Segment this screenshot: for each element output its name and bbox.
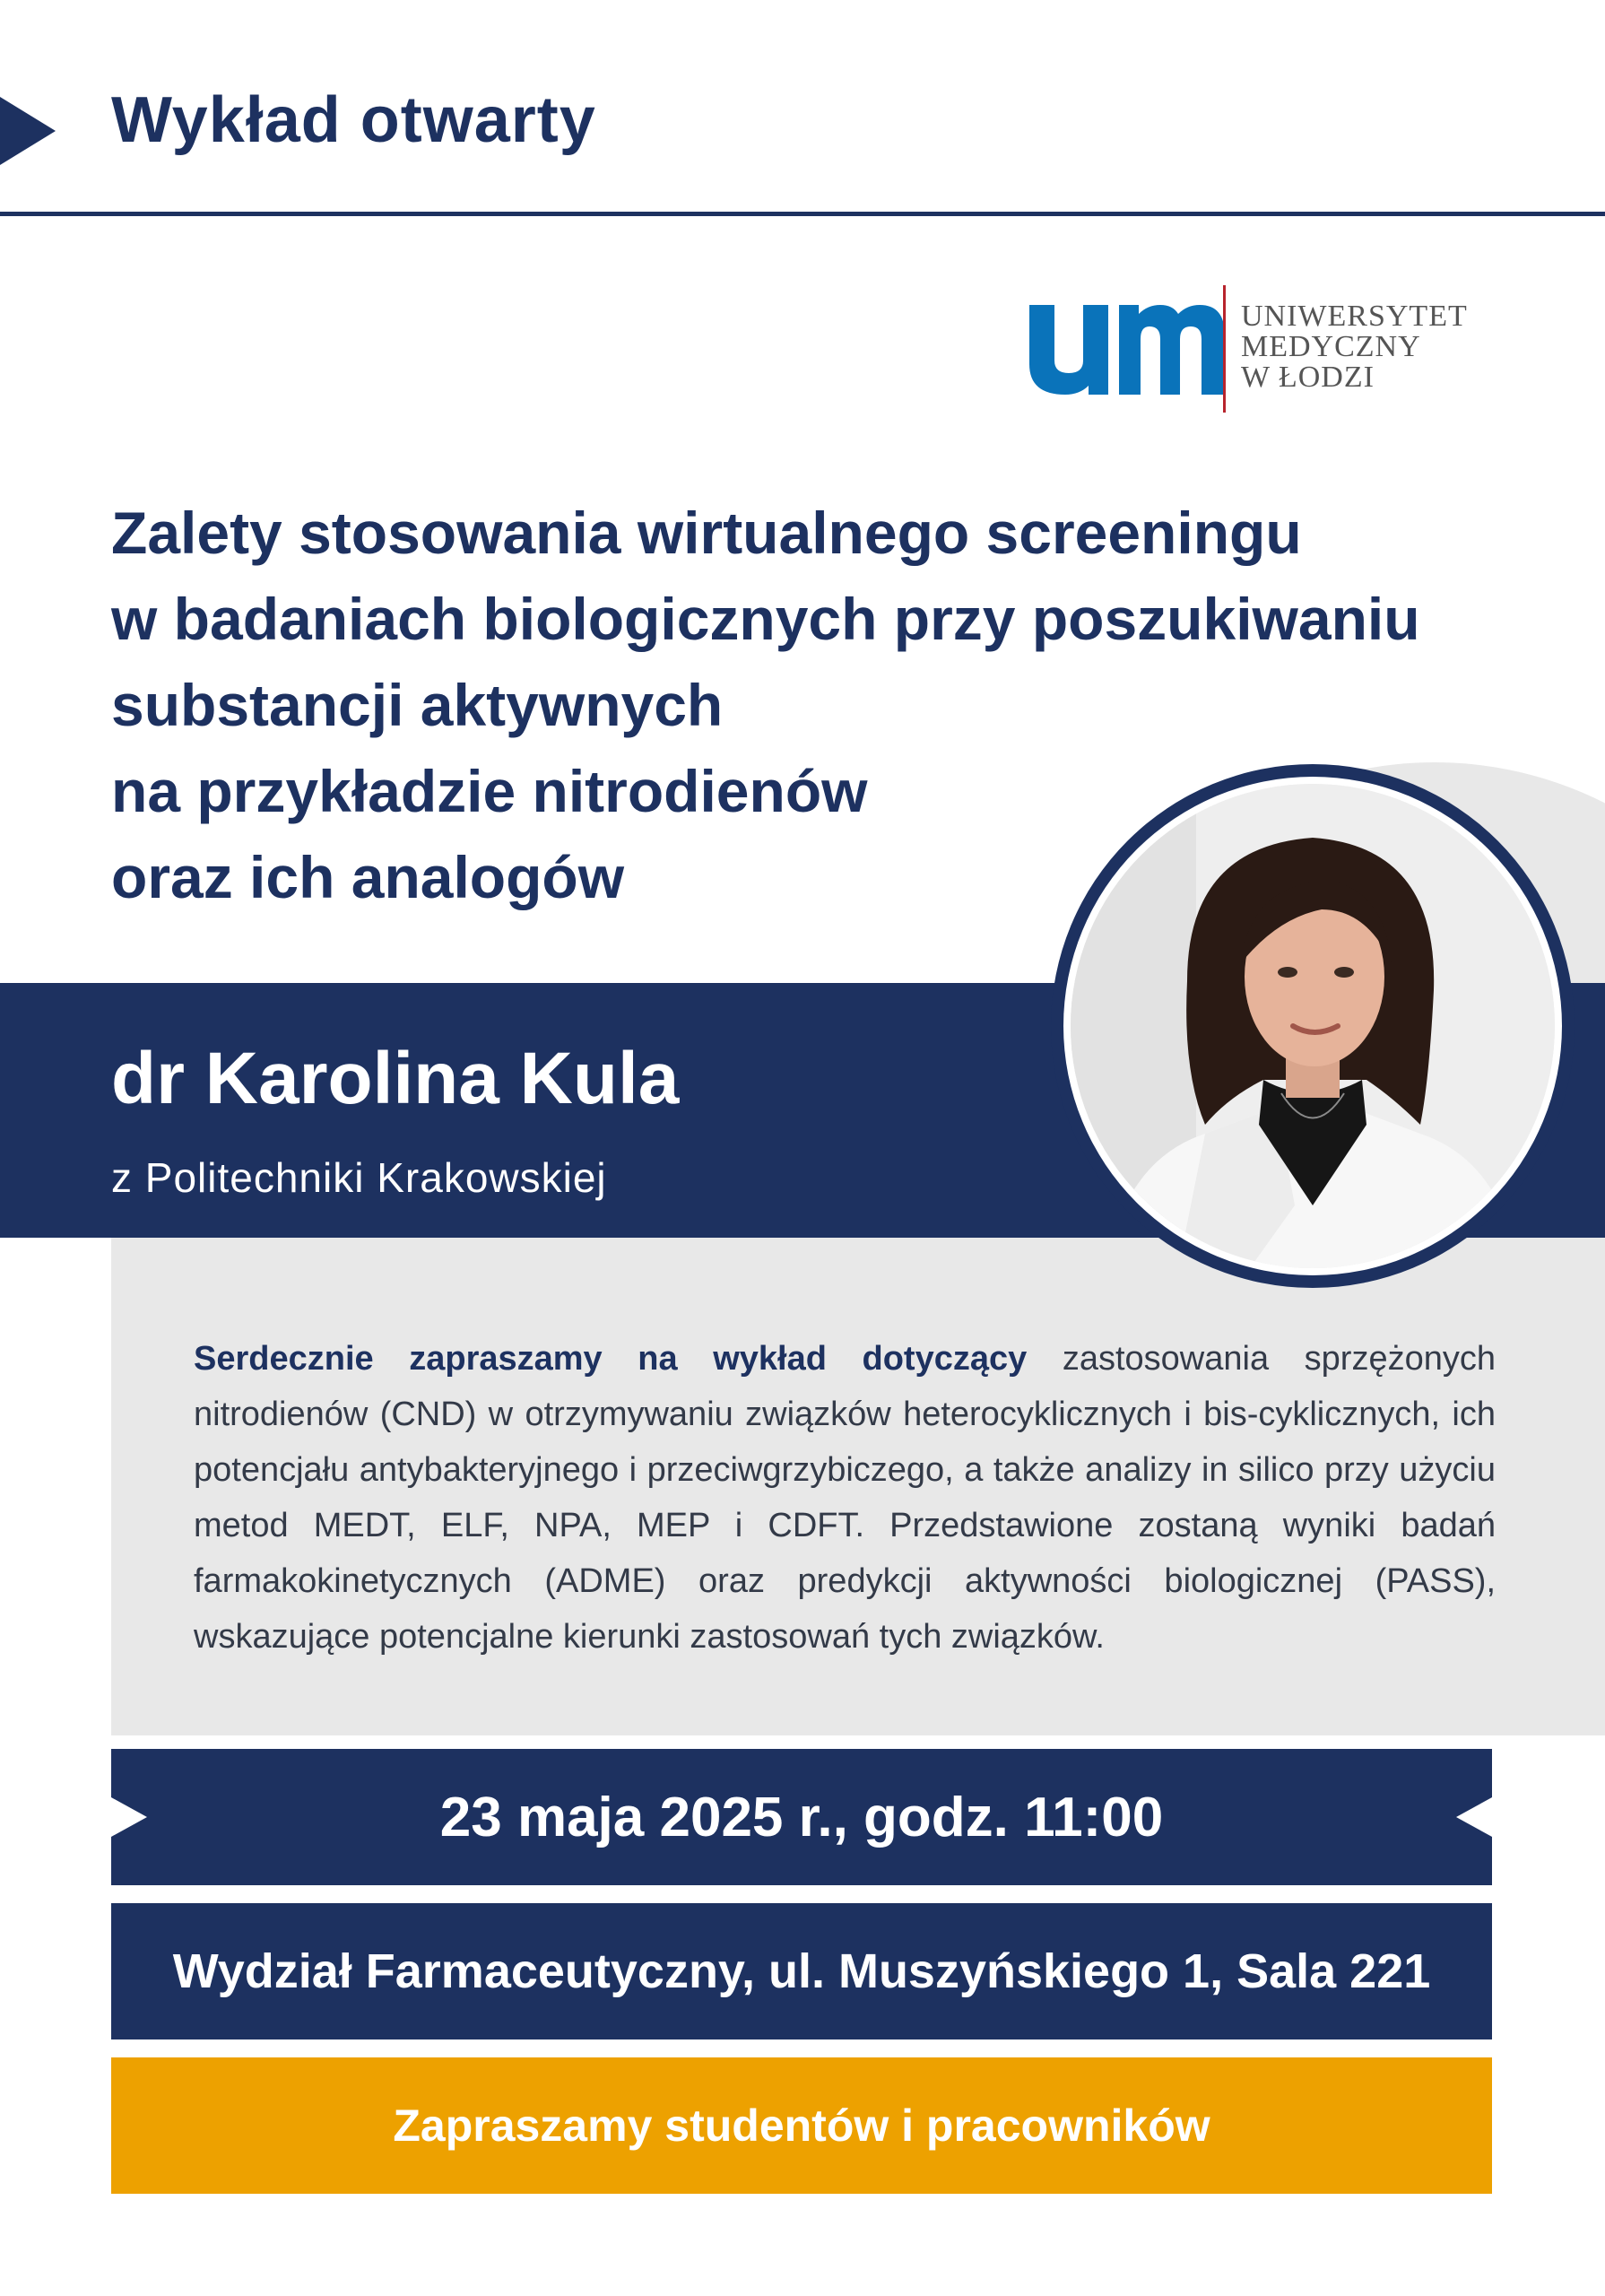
header-triangle-icon xyxy=(0,97,56,165)
um-logo-icon xyxy=(1029,305,1225,395)
portrait-photo xyxy=(1071,784,1555,1268)
lecture-title-line: na przykładzie nitrodienów xyxy=(111,758,868,824)
event-location: Wydział Farmaceutyczny, ul. Muszyńskiego 1, Sala 221 xyxy=(172,1944,1431,1998)
lecture-title-line: oraz ich analogów xyxy=(111,844,625,910)
event-invitation: Zapraszamy studentów i pracowników xyxy=(393,2100,1210,2151)
invitation-banner xyxy=(111,2057,1492,2194)
lecture-title-line: Zalety stosowania wirtualnego screeningu xyxy=(111,500,1302,566)
university-logo xyxy=(1029,285,1496,413)
logo-line: UNIWERSYTET xyxy=(1241,300,1468,333)
lecture-title-line: w badaniach biologicznych przy poszukiwaniu xyxy=(111,586,1420,652)
logo-divider xyxy=(1223,285,1226,413)
speaker-name xyxy=(111,1038,680,1119)
speaker-portrait xyxy=(1063,777,1562,1275)
speaker-full-name: Karolina Kula xyxy=(204,1038,680,1119)
description-lead: Serdecznie zapraszamy na wykład dotyczący xyxy=(194,1340,1028,1378)
lecture-description xyxy=(194,1331,1496,1665)
logo-text xyxy=(1241,301,1468,393)
banner-notch-right xyxy=(1456,1797,1492,1837)
portrait-illustration xyxy=(1071,784,1555,1268)
page-header-title: Wykład otwarty xyxy=(111,84,596,156)
date-banner xyxy=(111,1749,1492,1885)
logo-line: W ŁODZI xyxy=(1241,361,1375,394)
speaker-affiliation: z Politechniki Krakowskiej xyxy=(111,1154,607,1201)
logo-line: MEDYCZNY xyxy=(1241,330,1421,363)
event-date: 23 maja 2025 r., godz. 11:00 xyxy=(439,1786,1164,1848)
header-divider xyxy=(0,212,1605,216)
location-banner xyxy=(111,1903,1492,2039)
lecture-title-line: substancji aktywnych xyxy=(111,672,724,738)
speaker-title-prefix: dr xyxy=(111,1038,185,1119)
description-body: zastosowania sprzężonych nitrodienów (CND) w otrzymywaniu związków heterocyklicznych i bis-cyklicznych, ich potencjału antybakteryjnego i przeciwgrzybiczego, a także analizy in silico przy użyciu metod MEDT, ELF, NPA, MEP i CDFT. Przedstawione zostaną wyniki badań farmakokinetycznych (ADME) oraz predykcji aktywności biologicznej (PASS), wskazujące potencjalne kierunki zastosowań tych związków. xyxy=(194,1340,1496,1656)
banner-notch-left xyxy=(111,1797,147,1837)
